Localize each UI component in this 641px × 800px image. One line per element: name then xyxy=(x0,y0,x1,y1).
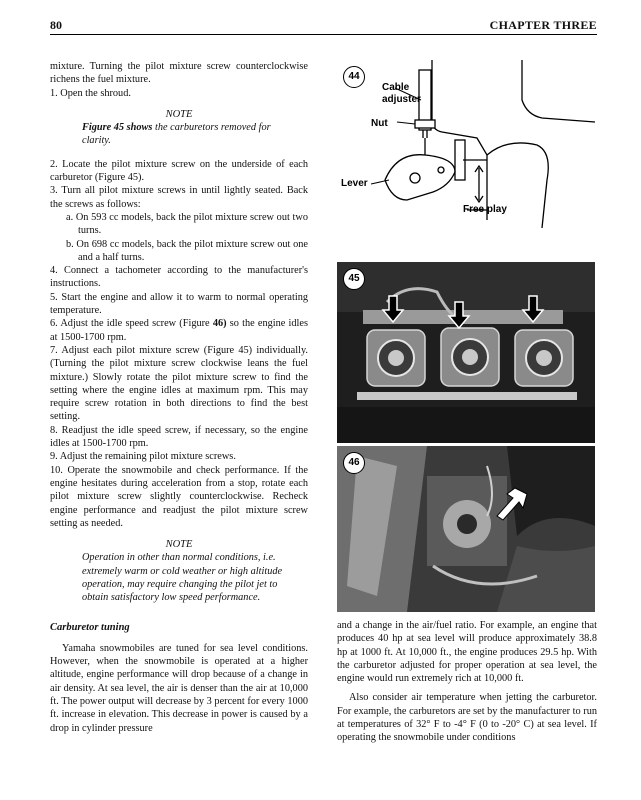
page-header xyxy=(50,18,597,34)
step-3b: b. On 698 cc models, back the pilot mixture screw out one and a half turns. xyxy=(66,238,308,263)
note-1-body xyxy=(50,121,308,148)
right-paragraph-1: and a change in the air/fuel ratio. For example, an engine that produces 40 hp at sea level will produce approximately 38.8 hp at 1000 ft. At 10,000 ft., the engine produces 29.5 hp. With the carburetor adjusted for proper operation at sea level, the engine would run extremely rich at 10,000 ft. xyxy=(337,620,597,685)
note-1-text: the carburetors removed for clarity. xyxy=(82,122,271,147)
left-column xyxy=(50,60,308,735)
section-heading: Carburetor tuning xyxy=(50,621,130,633)
step-5: 5. Start the engine and allow it to warm to normal operating temperature. xyxy=(50,291,308,317)
step-6-figure-ref: 46) xyxy=(212,318,227,330)
step-2: 2. Locate the pilot mixture screw on the underside of each carburetor (Figure 45). xyxy=(50,158,308,184)
figure-45-photo xyxy=(337,262,595,443)
step-3: 3. Turn all pilot mixture screws in until lightly seated. Back the screws as follows: xyxy=(50,185,308,210)
figure-46 xyxy=(337,446,595,612)
note-2-title: NOTE xyxy=(165,539,193,551)
note-1 xyxy=(50,108,308,148)
note-1-figure-ref: Figure 45 shows xyxy=(82,122,153,134)
step-9: 9. Adjust the remaining pilot mixture screws. xyxy=(50,451,236,463)
intro-paragraph: mixture. Turning the pilot mixture screw counterclockwise richens the fuel mixture. xyxy=(50,61,308,86)
chapter-title: CHAPTER THREE xyxy=(489,18,597,32)
step-3a: a. On 593 cc models, back the pilot mixture screw out two turns. xyxy=(66,211,308,237)
right-paragraph-2: Also consider air temperature when jetting the carburetor. For example, the carburetors are set by the manufacturer to run at temperatures of 32° F to -4° F (0 to -20° C) at sea level. If operating the snowmobile under conditions xyxy=(337,692,597,744)
step-4: 4. Connect a tachometer according to the manufacturer's instructions. xyxy=(50,265,308,290)
label-cable: Cable xyxy=(382,82,410,93)
figure-44-drawing xyxy=(337,60,595,228)
step-7: 7. Adjust each pilot mixture screw (Figure 45) individually. (Turning the pilot mixture screw clockwise leans the fuel mixture.) Slowly rotate the pilot mixture screw to find the setting where the engine idles at maximum rpm. This may require screw rotation in both directions to find the best setting. xyxy=(50,344,308,423)
label-free-play: Free play xyxy=(463,204,507,215)
figure-45 xyxy=(337,262,595,443)
figure-44 xyxy=(337,60,595,228)
figure-46-number: 46 xyxy=(343,452,365,474)
right-column-text xyxy=(337,619,597,745)
step-6-post: so the engine idles at 1500-1700 rpm. xyxy=(50,318,308,343)
note-2-body: Operation in other than normal conditions, i.e. extremely warm or cold weather or high altitude operation, may require changing the pilot jet to obtain satisfactory low speed performance. xyxy=(82,552,283,604)
page-number: 80 xyxy=(50,18,62,32)
header-rule xyxy=(50,34,597,35)
step-10: 10. Operate the snowmobile and check performance. If the engine hesitates during acceleration from a stop, rotate each pilot mixture screw slightly counterclockwise. Recheck engine performance and readjust the pilot mixture screw setting as needed. xyxy=(50,464,308,529)
step-8: 8. Readjust the idle speed screw, if necessary, so the engine idles at 1500-1700 rpm. xyxy=(50,424,308,450)
label-nut: Nut xyxy=(371,118,388,129)
note-2 xyxy=(50,538,308,604)
figure-44-number: 44 xyxy=(343,66,365,88)
figure-45-number: 45 xyxy=(343,268,365,290)
tuning-paragraph: Yamaha snowmobiles are tuned for sea level conditions. However, when the snowmobile is operated at a higher altitude, engine performance will drop because of a change in air density. At sea level, the air is denser than the air at 10,000 ft. The power output will decrease by 3 percent for every 1000 ft. increase in elevation. This decrease in power is caused by a drop in cylinder pressure xyxy=(50,642,308,734)
label-adjuster: adjuster xyxy=(382,94,421,105)
figure-46-photo xyxy=(337,446,595,612)
step-6-pre: 6. Adjust the idle speed screw (Figure xyxy=(50,318,213,330)
step-1: 1. Open the shroud. xyxy=(50,87,131,99)
step-6 xyxy=(50,317,308,344)
note-1-title: NOTE xyxy=(165,108,193,120)
label-lever: Lever xyxy=(341,178,368,189)
